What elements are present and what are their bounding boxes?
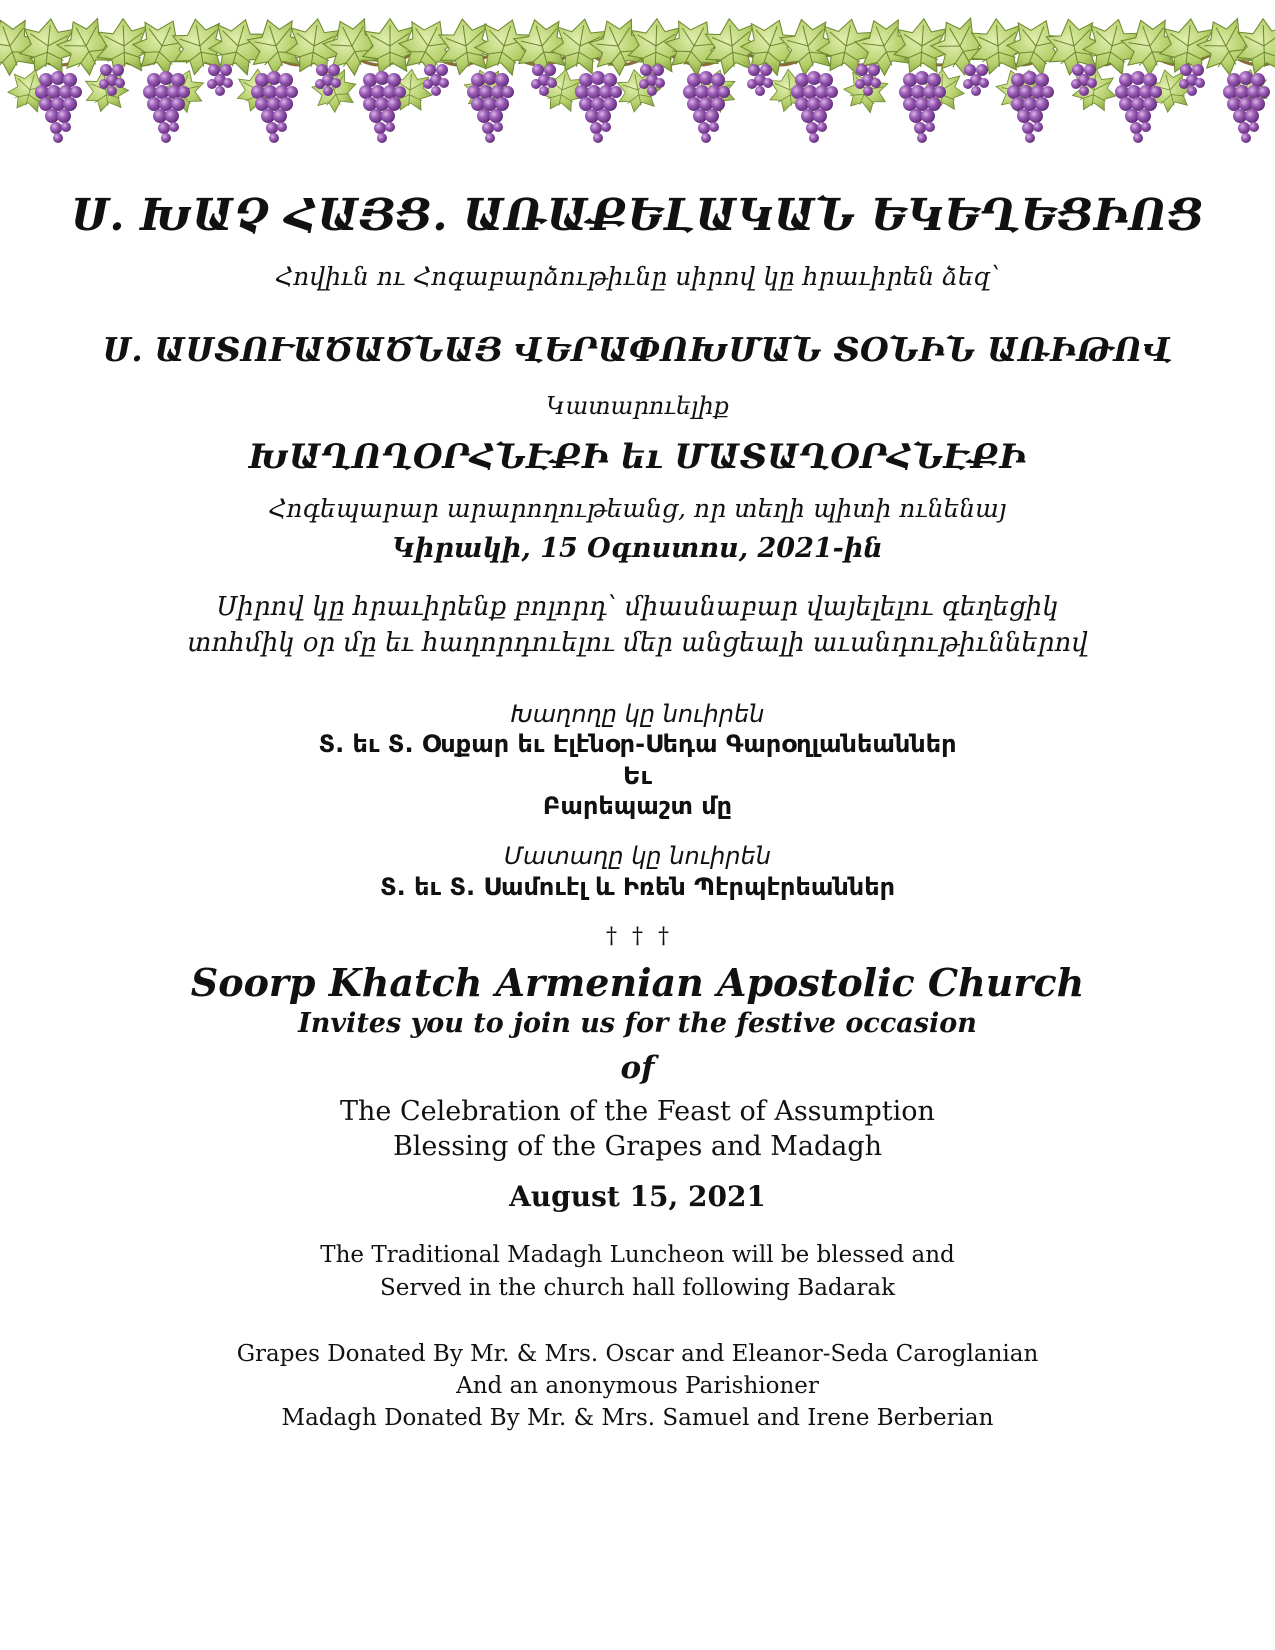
armenian-and: Եւ — [623, 762, 652, 790]
armenian-welcome-line-2: տոհմիկ օր մը եւ հաղորդուելու մեր անցեալի աւանդութիւններով — [187, 628, 1088, 658]
armenian-blessings: ԽԱՂՈՂՕՐՀՆԷՔԻ եւ ՄԱՏԱՂՕՐՀՆԷՔԻ — [248, 437, 1027, 477]
armenian-madagh-donors: Տ. եւ Տ. Սամուէլ և Իռեն Պէրպէրեաններ — [379, 873, 896, 901]
armenian-ceremony-line: Հոգեպարար արարողութեանց, որ տեղի պիտի ունենայ — [268, 494, 1007, 523]
armenian-grapes-donors: Տ. եւ Տ. Օսքար եւ Էլէնօր-Սեդա Գարօղլանեաններ — [318, 730, 957, 758]
english-donor-line-2: And an anonymous Parishioner — [456, 1373, 819, 1399]
armenian-performed: Կատարուելիք — [546, 392, 729, 420]
english-donor-line-3: Madagh Donated By Mr. & Mrs. Samuel and Irene Berberian — [281, 1405, 994, 1431]
cross-divider: † † † — [606, 924, 669, 949]
english-church-name: Soorp Khatch Armenian Apostolic Church — [190, 960, 1085, 1005]
armenian-welcome-line-1: Սիրով կը հրաւիրենք բոլորդ՝ միասնաբար վայելելու գեղեցիկ — [216, 592, 1059, 622]
english-of: of — [620, 1050, 655, 1086]
english-invite: Invites you to join us for the festive occasion — [298, 1008, 977, 1039]
english-luncheon-line-2: Served in the church hall following Badarak — [379, 1275, 896, 1301]
english-celebration-line-2: Blessing of the Grapes and Madagh — [392, 1131, 883, 1162]
armenian-date: Կիրակի, 15 Օգոստոս, 2021-ին — [392, 533, 883, 564]
grape-vine-border — [0, 0, 1275, 160]
english-date: August 15, 2021 — [509, 1180, 766, 1213]
english-donor-line-1: Grapes Donated By Mr. & Mrs. Oscar and Eleanor-Seda Caroglanian — [236, 1341, 1039, 1367]
armenian-grapes-label: Խաղողը կը նուիրեն — [510, 700, 765, 728]
armenian-madagh-label: Մատաղը կը նուիրեն — [504, 842, 771, 870]
armenian-church-name: Ս. ԽԱՉ ՀԱՅՑ. ԱՌԱՔԵԼԱԿԱՆ ԵԿԵՂԵՑԻՈՑ — [70, 190, 1205, 241]
english-celebration-line-1: The Celebration of the Feast of Assumption — [340, 1096, 935, 1127]
armenian-feast-title: Ս. ԱՍՏՈՒԱԾԱԾՆԱՅ ՎԵՐԱՓՈԽՄԱՆ ՏՕՆԻՆ ԱՌԻԹՈՎ — [102, 330, 1173, 369]
armenian-invite-line: Հովիւն ու Հոգաբարձութիւնը սիրով կը հրաւիրեն ձեզ՝ — [275, 262, 1000, 291]
english-luncheon-line-1: The Traditional Madagh Luncheon will be blessed and — [320, 1242, 955, 1268]
armenian-parishioner: Բարեպաշտ մը — [542, 792, 733, 820]
